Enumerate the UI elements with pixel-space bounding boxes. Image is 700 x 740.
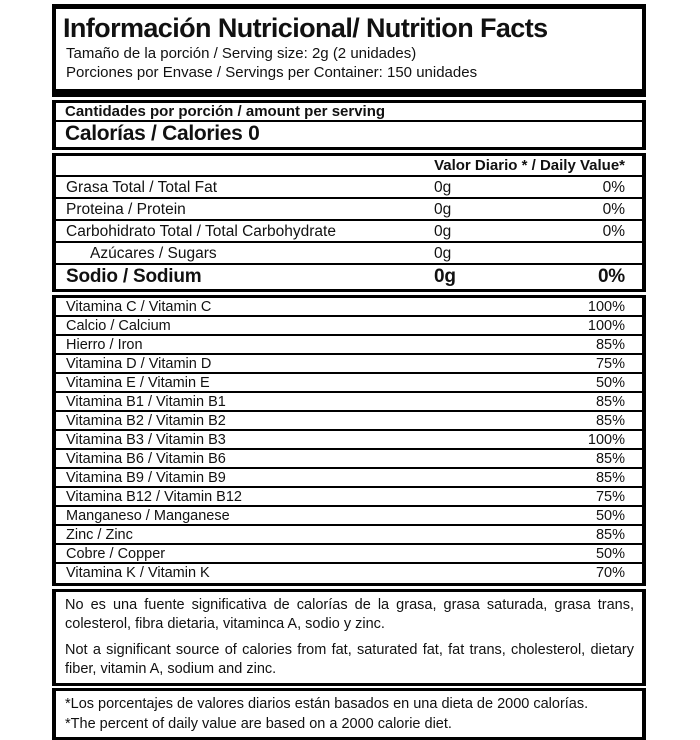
nutrient-amount: 0g	[434, 201, 452, 218]
nutrient-row	[56, 199, 642, 221]
nutrient-row	[56, 221, 642, 243]
nutrient-dv: 0%	[597, 266, 625, 287]
micronutrient-name: Hierro / Iron	[66, 337, 143, 353]
micronutrient-dv: 50%	[595, 546, 625, 562]
micronutrient-row	[56, 355, 642, 374]
servings-per-container: Porciones por Envase / Servings per Container: 150 unidades	[66, 64, 478, 81]
dv-note-es: *Los porcentajes de valores diarios están basados en una dieta de 2000 calorías.	[65, 696, 589, 712]
micronutrient-name: Vitamina B6 / Vitamin B6	[66, 451, 226, 467]
micronutrient-row	[56, 374, 642, 393]
amount-per-serving-header: Cantidades por porción / amount per serving	[56, 103, 642, 122]
micronutrient-dv: 85%	[595, 394, 625, 410]
label-header-section	[52, 4, 646, 97]
micronutrient-name: Vitamina B1 / Vitamin B1	[66, 394, 226, 410]
micronutrient-row	[56, 431, 642, 450]
calories-row: Calorías / Calories 0	[65, 122, 260, 145]
micronutrient-dv: 85%	[595, 337, 625, 353]
footnote-section	[52, 589, 646, 686]
micronutrient-row	[56, 488, 642, 507]
micronutrient-dv: 75%	[595, 356, 625, 372]
micronutrient-row	[56, 412, 642, 431]
daily-value-header: Valor Diario * / Daily Value*	[56, 156, 642, 177]
nutrient-dv: 0%	[602, 201, 625, 218]
micronutrient-row	[56, 507, 642, 526]
micronutrient-row	[56, 450, 642, 469]
footnote-en: Not a significant source of calories from fat, saturated fat, fat trans, cholesterol, dietary fiber, vitamin A, sodium and zinc.	[65, 642, 634, 677]
micronutrient-name: Calcio / Calcium	[66, 318, 171, 334]
micronutrient-row	[56, 393, 642, 412]
nutrient-table-section	[52, 153, 646, 292]
micronutrient-name: Vitamina K / Vitamin K	[66, 565, 210, 581]
nutrient-name: Sodio / Sodium	[66, 266, 202, 287]
micronutrient-dv: 85%	[595, 527, 625, 543]
nutrient-amount: 0g	[434, 223, 452, 240]
micronutrient-row	[56, 336, 642, 355]
micronutrient-dv: 75%	[595, 489, 625, 505]
nutrient-name: Carbohidrato Total / Total Carbohydrate	[66, 223, 336, 240]
nutrition-label	[52, 4, 646, 740]
micronutrient-name: Vitamina E / Vitamin E	[66, 375, 210, 391]
micronutrient-row	[56, 469, 642, 488]
nutrient-amount: 0g	[434, 179, 452, 196]
micronutrient-table-section	[52, 295, 646, 586]
micronutrient-name: Vitamina B3 / Vitamin B3	[66, 432, 226, 448]
dv-note-en: *The percent of daily value are based on a 2000 calorie diet.	[65, 716, 452, 732]
label-title: Información Nutricional/ Nutrition Facts	[63, 13, 548, 43]
micronutrient-name: Vitamina B12 / Vitamin B12	[66, 489, 242, 505]
micronutrient-row	[56, 526, 642, 545]
micronutrient-name: Manganeso / Manganese	[66, 508, 230, 524]
micronutrient-dv: 100%	[587, 318, 625, 334]
micronutrient-dv: 50%	[595, 508, 625, 524]
footnote-es: No es una fuente significativa de calorías de la grasa, grasa saturada, grasa trans, colesterol, fibra dietaria, vitaminca A, sodio y zinc.	[65, 597, 634, 632]
micronutrient-name: Vitamina D / Vitamin D	[66, 356, 212, 372]
nutrient-name: Azúcares / Sugars	[90, 245, 217, 262]
micronutrient-dv: 85%	[595, 413, 625, 429]
nutrient-amount: 0g	[434, 245, 452, 262]
nutrient-row	[56, 243, 642, 265]
micronutrient-row	[56, 545, 642, 564]
micronutrient-name: Zinc / Zinc	[66, 527, 133, 543]
micronutrient-row	[56, 298, 642, 317]
nutrient-amount: 0g	[434, 266, 456, 287]
micronutrient-name: Cobre / Copper	[66, 546, 166, 562]
micronutrient-dv: 85%	[595, 470, 625, 486]
micronutrient-name: Vitamina B2 / Vitamin B2	[66, 413, 226, 429]
micronutrient-row	[56, 317, 642, 336]
nutrient-name: Grasa Total / Total Fat	[66, 179, 218, 196]
micronutrient-dv: 100%	[587, 299, 625, 315]
nutrient-row	[56, 177, 642, 199]
nutrient-dv: 0%	[602, 223, 625, 240]
micronutrient-row	[56, 564, 642, 583]
calories-section	[52, 100, 646, 150]
micronutrient-dv: 100%	[587, 432, 625, 448]
micronutrient-name: Vitamina B9 / Vitamin B9	[66, 470, 226, 486]
micronutrient-dv: 85%	[595, 451, 625, 467]
daily-value-note-section	[52, 688, 646, 740]
micronutrient-dv: 50%	[595, 375, 625, 391]
serving-size: Tamaño de la porción / Serving size: 2g (2 unidades)	[66, 45, 417, 62]
thick-divider	[56, 89, 642, 97]
nutrient-dv: 0%	[602, 179, 625, 196]
micronutrient-dv: 70%	[595, 565, 625, 581]
micronutrient-name: Vitamina C / Vitamin C	[66, 299, 212, 315]
nutrient-name: Proteina / Protein	[66, 201, 186, 218]
nutrient-row-sodium	[56, 265, 642, 289]
